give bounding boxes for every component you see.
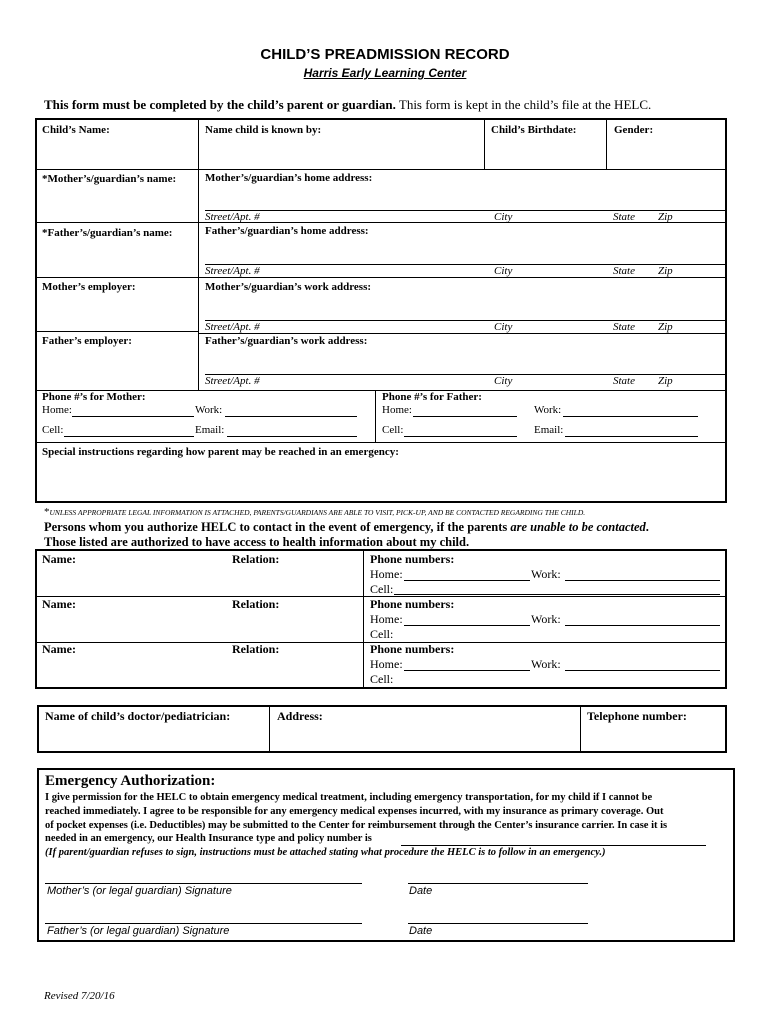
emergency-contacts-subheading: Those listed are authorized to have access to health information about my child. <box>44 535 470 549</box>
mother-name-label: *Mother’s/guardian’s name: <box>42 173 177 185</box>
father-email-label: Email: <box>534 424 564 436</box>
contact3-work-field[interactable] <box>565 670 720 671</box>
mother-cell-field[interactable] <box>64 436 194 437</box>
father-date-label: Date <box>409 925 433 937</box>
father-phones-label: Phone #’s for Father: <box>382 391 482 403</box>
contact2-work-label: Work: <box>531 612 561 626</box>
father-employer-label: Father’s employer: <box>42 335 132 347</box>
contact3-work-label: Work: <box>531 657 561 671</box>
name-known-by-label: Name child is known by: <box>205 124 322 136</box>
contact3-home-label: Home: <box>370 657 403 671</box>
mother-employer-label: Mother’s employer: <box>42 281 136 293</box>
heading-part-2: are unable to be contacted <box>510 520 646 534</box>
zip-label: Zip <box>658 375 673 387</box>
street-label: Street/Apt. # <box>205 265 260 277</box>
special-instructions-label: Special instructions regarding how parent may be reached in an emergency: <box>42 446 399 458</box>
birthdate-label: Child’s Birthdate: <box>491 124 577 136</box>
father-email-field[interactable] <box>565 436 698 437</box>
authorization-line-5: (If parent/guardian refuses to sign, instructions must be attached stating what procedure the HELC is to follow in an emergency.) <box>45 847 606 858</box>
father-work-address-label: Father’s/guardian’s work address: <box>205 335 368 347</box>
state-label: State <box>613 265 635 277</box>
contact2-home-label: Home: <box>370 612 403 626</box>
contact3-cell-label: Cell: <box>370 672 394 686</box>
heading-part-3: . <box>645 520 649 534</box>
street-label: Street/Apt. # <box>205 211 260 223</box>
father-cell-field[interactable] <box>404 436 517 437</box>
father-signature-field[interactable] <box>45 923 362 924</box>
contact3-relation-label: Relation: <box>232 642 280 656</box>
mother-phones-label: Phone #’s for Mother: <box>42 391 146 403</box>
mother-home-address-label: Mother’s/guardian’s home address: <box>205 172 373 184</box>
mother-cell-label: Cell: <box>42 424 64 436</box>
street-label: Street/Apt. # <box>205 321 260 333</box>
legal-notice <box>44 506 585 518</box>
contact3-name-label: Name: <box>42 642 76 656</box>
father-cell-label: Cell: <box>382 424 404 436</box>
contact2-relation-label: Relation: <box>232 597 280 611</box>
contact2-phones-label: Phone numbers: <box>370 597 455 611</box>
father-work-label: Work: <box>534 404 562 416</box>
heading-part-1: Persons whom you authorize HELC to contact in the event of emergency, if the parents <box>44 520 511 534</box>
insurance-policy-field[interactable] <box>401 845 706 846</box>
zip-label: Zip <box>658 265 673 277</box>
father-name-label: *Father’s/guardian’s name: <box>42 227 173 239</box>
mother-home-field[interactable] <box>72 416 194 417</box>
notice-star: * <box>44 506 50 518</box>
page-title: CHILD’S PREADMISSION RECORD <box>260 46 510 63</box>
gender-label: Gender: <box>614 124 654 136</box>
mother-date-field[interactable] <box>408 883 588 884</box>
state-label: State <box>613 321 635 333</box>
authorization-title: Emergency Authorization: <box>45 773 216 789</box>
father-home-label: Home: <box>382 404 412 416</box>
contact2-home-field[interactable] <box>404 625 530 626</box>
father-home-address-label: Father’s/guardian’s home address: <box>205 225 369 237</box>
mother-home-label: Home: <box>42 404 72 416</box>
intro-text <box>44 97 651 113</box>
contact2-work-field[interactable] <box>565 625 720 626</box>
contact1-home-field[interactable] <box>404 580 530 581</box>
contact1-relation-label: Relation: <box>232 552 280 566</box>
intro-bold: This form must be completed by the child’s parent or guardian. <box>44 97 396 112</box>
contact1-work-label: Work: <box>531 567 561 581</box>
city-label: City <box>494 321 513 333</box>
mother-work-address-label: Mother’s/guardian’s work address: <box>205 281 372 293</box>
contact1-home-label: Home: <box>370 567 403 581</box>
father-home-field[interactable] <box>413 416 517 417</box>
notice-text: UNLESS APPROPRIATE LEGAL INFORMATION IS ATTACHED, PARENTS/GUARDIANS ARE ABLE TO VISIT, PICK-UP, AND BE CONTACTED REGARDING THE CHILD. <box>49 508 586 517</box>
mother-date-label: Date <box>409 885 433 897</box>
contact1-name-label: Name: <box>42 552 76 566</box>
page-subtitle: Harris Early Learning Center <box>303 66 467 80</box>
contact1-cell-label: Cell: <box>370 582 394 596</box>
state-label: State <box>613 375 635 387</box>
revised-date: Revised 7/20/16 <box>44 990 115 1002</box>
childs-name-label: Child’s Name: <box>42 124 110 136</box>
mother-email-field[interactable] <box>227 436 357 437</box>
mother-email-label: Email: <box>195 424 225 436</box>
city-label: City <box>494 211 513 223</box>
authorization-line-3: of pocket expenses (i.e. Deductibles) may be submitted to the Center for reimbursement through the Center’s insurance carrier. In case it is <box>45 820 668 831</box>
state-label: State <box>613 211 635 223</box>
zip-label: Zip <box>658 321 673 333</box>
contact1-phones-label: Phone numbers: <box>370 552 455 566</box>
contact2-name-label: Name: <box>42 597 76 611</box>
father-date-field[interactable] <box>408 923 588 924</box>
contact3-phones-label: Phone numbers: <box>370 642 455 656</box>
contact3-home-field[interactable] <box>404 670 530 671</box>
doctor-address-label: Address: <box>277 709 323 723</box>
mother-work-field[interactable] <box>225 416 357 417</box>
mother-signature-field[interactable] <box>45 883 362 884</box>
contact1-work-field[interactable] <box>565 580 720 581</box>
zip-label: Zip <box>658 211 673 223</box>
city-label: City <box>494 265 513 277</box>
city-label: City <box>494 375 513 387</box>
father-signature-label: Father’s (or legal guardian) Signature <box>47 925 230 937</box>
mother-work-label: Work: <box>195 404 223 416</box>
emergency-contacts-heading <box>44 520 649 535</box>
doctor-name-label: Name of child’s doctor/pediatrician: <box>45 709 231 723</box>
father-work-field[interactable] <box>563 416 698 417</box>
doctor-phone-label: Telephone number: <box>587 709 687 723</box>
contact1-cell-field[interactable] <box>394 594 720 595</box>
authorization-line-2: reached immediately. I agree to be responsible for any emergency medical expenses incurred, with my insurance as primary coverage. Out <box>45 806 664 817</box>
intro-rest: This form is kept in the child’s file at the HELC. <box>395 97 652 112</box>
contact2-cell-label: Cell: <box>370 627 394 641</box>
street-label: Street/Apt. # <box>205 375 260 387</box>
mother-signature-label: Mother’s (or legal guardian) Signature <box>47 885 232 897</box>
authorization-line-4: needed in an emergency, our Health Insurance type and policy number is <box>45 833 372 844</box>
authorization-line-1: I give permission for the HELC to obtain emergency medical treatment, including emergency transportation, for my child if I cannot be <box>45 792 653 803</box>
